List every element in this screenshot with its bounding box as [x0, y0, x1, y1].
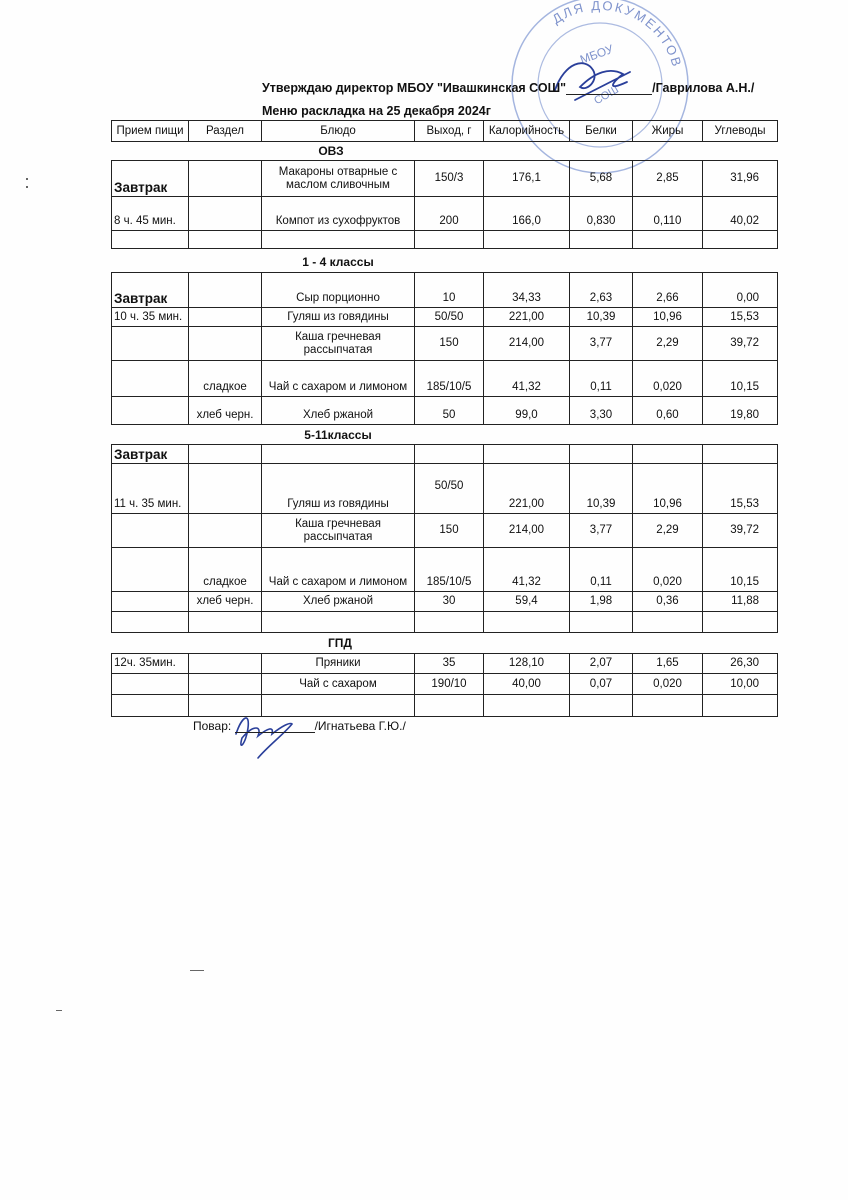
section-cell: сладкое [189, 361, 262, 397]
protein-cell: 0,11 [570, 361, 633, 397]
kcal-cell: 214,00 [484, 327, 570, 361]
protein-cell: 5,68 [570, 161, 633, 197]
section-cell [189, 273, 262, 308]
kcal-cell: 176,1 [484, 161, 570, 197]
yield-cell: 35 [415, 654, 484, 674]
yield-cell [415, 695, 484, 717]
meal-cell [112, 674, 189, 695]
fat-cell: 0,36 [633, 592, 703, 612]
kcal-cell: 59,4 [484, 592, 570, 612]
section-cell [189, 464, 262, 514]
carbs-cell: 0,00 [703, 273, 778, 308]
meal-cell [112, 231, 189, 249]
protein-cell: 3,77 [570, 327, 633, 361]
stamp-text-top: ДЛЯ ДОКУМЕНТОВ [549, 0, 685, 70]
protein-cell: 0,830 [570, 197, 633, 231]
menu-title: Меню раскладка на 25 декабря 2024г [262, 104, 491, 118]
meal-cell: 8 ч. 45 мин. [112, 197, 189, 231]
table-row [112, 397, 778, 425]
fat-cell: 1,65 [633, 654, 703, 674]
fat-cell: 0,020 [633, 674, 703, 695]
meal-cell [112, 592, 189, 612]
table-row [112, 654, 778, 674]
kcal-cell: 40,00 [484, 674, 570, 695]
kcal-cell [484, 231, 570, 249]
meal-cell: Завтрак [112, 445, 189, 464]
section-cell: сладкое [189, 548, 262, 592]
section-cell [189, 327, 262, 361]
section-cell [189, 308, 262, 327]
signature-line [566, 82, 652, 95]
cook-signature [228, 704, 318, 764]
cook-line [193, 719, 406, 733]
kcal-cell: 34,33 [484, 273, 570, 308]
yield-cell: 150/3 [415, 161, 484, 197]
protein-cell [570, 612, 633, 633]
col-header-protein: Белки [570, 121, 633, 142]
approval-line [262, 81, 754, 95]
yield-cell: 200 [415, 197, 484, 231]
table-row [112, 445, 778, 464]
protein-cell [570, 695, 633, 717]
carbs-cell: 10,15 [703, 548, 778, 592]
protein-cell: 2,07 [570, 654, 633, 674]
col-header-dish: Блюдо [262, 121, 415, 142]
yield-cell: 30 [415, 592, 484, 612]
carbs-cell: 10,00 [703, 674, 778, 695]
kcal-cell [484, 445, 570, 464]
dish-cell: Гуляш из говядины [262, 308, 415, 327]
stamp-text-mid: МБОУ [578, 41, 616, 67]
yield-cell: 185/10/5 [415, 548, 484, 592]
kcal-cell [484, 612, 570, 633]
section-title-gpd: ГПД [328, 636, 352, 650]
meal-cell: 12ч. 35мин. [112, 654, 189, 674]
carbs-cell: 39,72 [703, 327, 778, 361]
yield-cell [415, 445, 484, 464]
protein-cell: 3,30 [570, 397, 633, 425]
yield-cell [415, 612, 484, 633]
table-row [112, 327, 778, 361]
protein-cell: 3,77 [570, 514, 633, 548]
fat-cell: 2,66 [633, 273, 703, 308]
kcal-cell: 128,10 [484, 654, 570, 674]
section-cell [189, 514, 262, 548]
kcal-cell: 221,00 [484, 464, 570, 514]
section-title-ovz: ОВЗ [318, 144, 344, 158]
section-cell [189, 445, 262, 464]
table-row [112, 197, 778, 231]
kcal-cell: 41,32 [484, 548, 570, 592]
fat-cell: 2,29 [633, 514, 703, 548]
meal-cell: 10 ч. 35 мин. [112, 308, 189, 327]
carbs-cell: 39,72 [703, 514, 778, 548]
table-row [112, 592, 778, 612]
yield-cell: 190/10 [415, 674, 484, 695]
meal-cell [112, 397, 189, 425]
protein-cell [570, 445, 633, 464]
menu-table-grades-5-11 [111, 444, 778, 633]
fat-cell: 10,96 [633, 308, 703, 327]
yield-cell: 10 [415, 273, 484, 308]
dish-cell: Макароны отварные с маслом сливочным [262, 161, 415, 197]
meal-cell [112, 548, 189, 592]
fat-cell: 0,020 [633, 548, 703, 592]
dish-cell: Компот из сухофруктов [262, 197, 415, 231]
dish-cell: Каша гречневая рассыпчатая [262, 514, 415, 548]
section-title-grades-5-11: 5-11классы [304, 428, 372, 442]
meal-cell: Завтрак [112, 161, 189, 197]
protein-cell: 0,11 [570, 548, 633, 592]
carbs-cell: 19,80 [703, 397, 778, 425]
fat-cell: 2,85 [633, 161, 703, 197]
approval-name: /Гаврилова А.Н./ [652, 81, 755, 95]
dish-cell: Пряники [262, 654, 415, 674]
yield-cell: 50/50 [415, 464, 484, 514]
dish-cell [262, 445, 415, 464]
carbs-cell: 10,15 [703, 361, 778, 397]
carbs-cell: 40,02 [703, 197, 778, 231]
fat-cell: 10,96 [633, 464, 703, 514]
table-row [112, 612, 778, 633]
col-header-fat: Жиры [633, 121, 703, 142]
section-cell [189, 231, 262, 249]
meal-cell: 11 ч. 35 мин. [112, 464, 189, 514]
carbs-cell [703, 695, 778, 717]
cook-label: Повар: [193, 719, 232, 733]
scan-speck [56, 1010, 62, 1011]
fat-cell [633, 695, 703, 717]
scan-speck [190, 970, 204, 971]
protein-cell [570, 231, 633, 249]
kcal-cell: 221,00 [484, 308, 570, 327]
stamp-text-low: СОШ [592, 83, 621, 108]
scan-speck [26, 186, 28, 188]
dish-cell: Хлеб ржаной [262, 592, 415, 612]
col-header-kcal: Калорийность [484, 121, 570, 142]
fat-cell: 0,60 [633, 397, 703, 425]
yield-cell: 150 [415, 327, 484, 361]
yield-cell: 50 [415, 397, 484, 425]
section-cell [189, 197, 262, 231]
menu-table-ovz [111, 160, 778, 249]
fat-cell: 0,020 [633, 361, 703, 397]
scan-speck [26, 178, 28, 180]
table-row [112, 361, 778, 397]
table-row [112, 695, 778, 717]
carbs-cell: 26,30 [703, 654, 778, 674]
table-row [112, 548, 778, 592]
carbs-cell: 31,96 [703, 161, 778, 197]
carbs-cell: 11,88 [703, 592, 778, 612]
protein-cell: 2,63 [570, 273, 633, 308]
table-row [112, 464, 778, 514]
fat-cell [633, 231, 703, 249]
dish-cell: Хлеб ржаной [262, 397, 415, 425]
table-row [112, 674, 778, 695]
table-row [112, 273, 778, 308]
carbs-cell: 15,53 [703, 464, 778, 514]
header-table [111, 120, 778, 142]
section-cell: хлеб черн. [189, 592, 262, 612]
meal-cell [112, 695, 189, 717]
table-row [112, 308, 778, 327]
carbs-cell [703, 231, 778, 249]
fat-cell: 2,29 [633, 327, 703, 361]
table-row [112, 231, 778, 249]
carbs-cell [703, 612, 778, 633]
yield-cell: 150 [415, 514, 484, 548]
yield-cell: 185/10/5 [415, 361, 484, 397]
section-cell [189, 161, 262, 197]
table-row [112, 514, 778, 548]
kcal-cell: 41,32 [484, 361, 570, 397]
section-cell [189, 612, 262, 633]
kcal-cell [484, 695, 570, 717]
protein-cell: 0,07 [570, 674, 633, 695]
section-cell [189, 654, 262, 674]
meal-cell: Завтрак [112, 273, 189, 308]
yield-cell [415, 231, 484, 249]
col-header-yield: Выход, г [415, 121, 484, 142]
dish-cell [262, 612, 415, 633]
protein-cell: 10,39 [570, 464, 633, 514]
menu-table-grades-1-4 [111, 272, 778, 425]
col-header-meal: Прием пищи [112, 121, 189, 142]
menu-table-gpd [111, 653, 778, 717]
section-cell [189, 674, 262, 695]
carbs-cell [703, 445, 778, 464]
meal-cell [112, 327, 189, 361]
meal-cell [112, 361, 189, 397]
cook-signature-line [235, 720, 315, 733]
kcal-cell: 99,0 [484, 397, 570, 425]
dish-cell: Чай с сахаром и лимоном [262, 548, 415, 592]
kcal-cell: 214,00 [484, 514, 570, 548]
protein-cell: 1,98 [570, 592, 633, 612]
section-cell: хлеб черн. [189, 397, 262, 425]
dish-cell: Сыр порционно [262, 273, 415, 308]
dish-cell: Чай с сахаром [262, 674, 415, 695]
fat-cell [633, 445, 703, 464]
cook-name: /Игнатьева Г.Ю./ [314, 719, 406, 733]
carbs-cell: 15,53 [703, 308, 778, 327]
kcal-cell: 166,0 [484, 197, 570, 231]
table-row [112, 161, 778, 197]
meal-cell [112, 514, 189, 548]
dish-cell: Чай с сахаром и лимоном [262, 361, 415, 397]
yield-cell: 50/50 [415, 308, 484, 327]
meal-cell [112, 612, 189, 633]
fat-cell [633, 612, 703, 633]
dish-cell: Гуляш из говядины [262, 464, 415, 514]
dish-cell: Каша гречневая рассыпчатая [262, 327, 415, 361]
fat-cell: 0,110 [633, 197, 703, 231]
col-header-carbs: Углеводы [703, 121, 778, 142]
approval-text: Утверждаю директор МБОУ "Ивашкинская СОШ" [262, 81, 567, 95]
col-header-section: Раздел [189, 121, 262, 142]
section-title-grades-1-4: 1 - 4 классы [302, 255, 374, 269]
protein-cell: 10,39 [570, 308, 633, 327]
dish-cell [262, 231, 415, 249]
